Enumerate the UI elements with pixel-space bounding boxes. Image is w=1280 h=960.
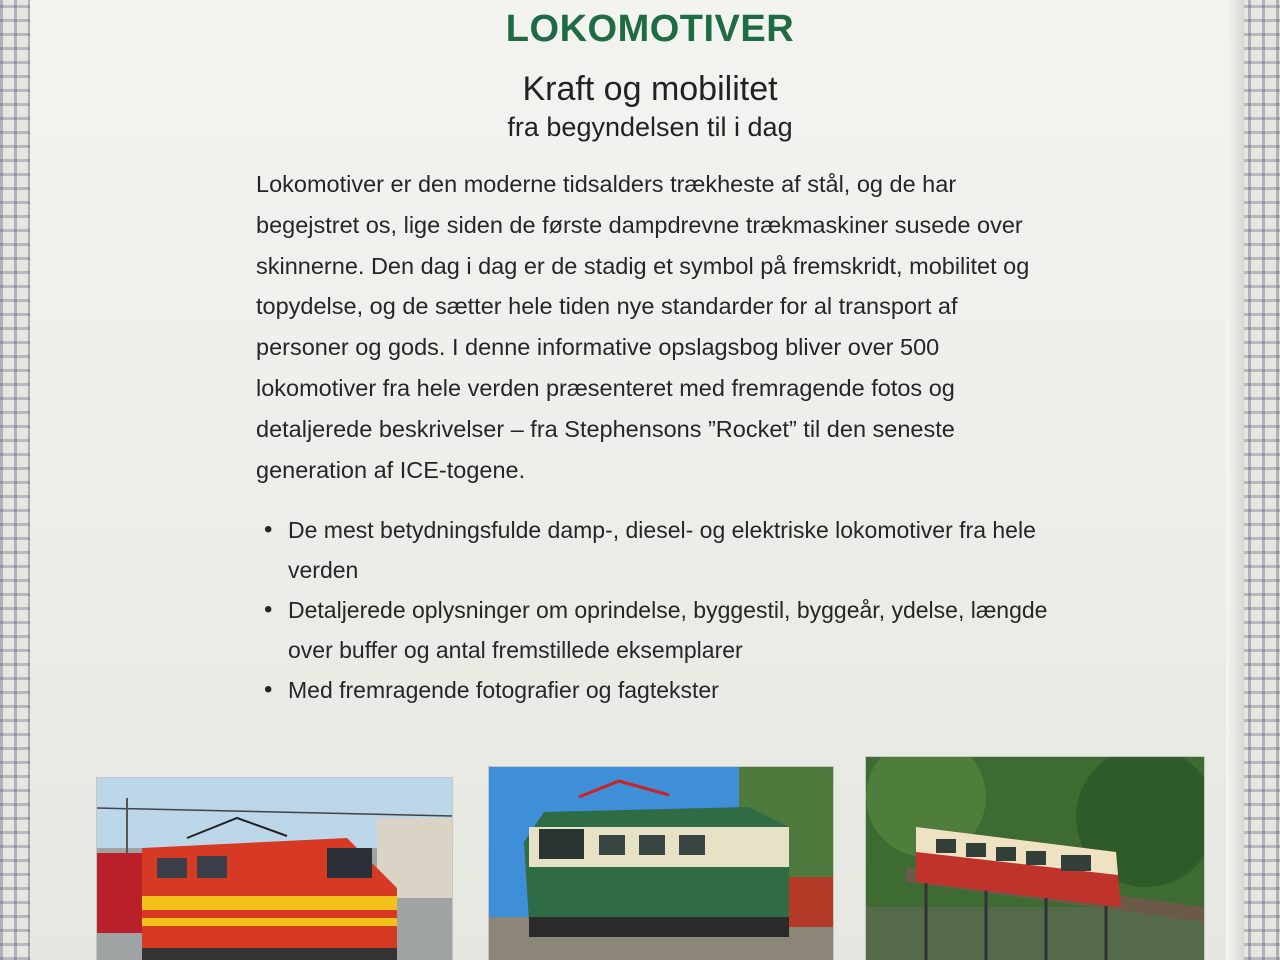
green-cream-electric-locomotive-photo (489, 767, 833, 960)
book-subtitle-line2: fra begyndelsen til i dag (507, 112, 793, 142)
feature-item: • De mest betydningsfulde damp-, diesel- og elektriske lokomotiver fra hele verden (262, 510, 1062, 590)
blurb-text-block (256, 164, 1046, 490)
feature-item: • Detaljerede oplysninger om oprindelse, byggestil, byggeår, ydelse, længde over buffer og antal fremstillede eksemplarer (262, 590, 1062, 670)
red-cream-railcar-on-viaduct-photo (866, 757, 1204, 960)
red-yellow-electric-locomotive-photo (97, 778, 452, 960)
book-title: LOKOMOTIVER (505, 8, 795, 50)
feature-list (262, 510, 1062, 710)
blurb-paragraph: Lokomotiver er den moderne tidsalders trækheste af stål, og de har begejstret os, lige siden de første dampdrevne trækmaskiner susede over skinnerne. Den dag i dag er de stadig et symbol på fremskridt, mobilitet og topydelse, og de sætter hele tiden nye standarder for al transport af personer og gods. I denne informative opslagsbog bliver over 500 lokomotiver fra hele verden præsenteret med fremragende fotos og detaljerede beskrivelser – fra Stephensons ”Rocket” til den seneste generation af ICE-togene. (256, 171, 1030, 483)
feature-item: • Med fremragende fotografier og fagtekster (262, 670, 1062, 710)
book-edge (1226, 0, 1244, 960)
book-subtitle: Kraft og mobilitet (522, 70, 778, 108)
